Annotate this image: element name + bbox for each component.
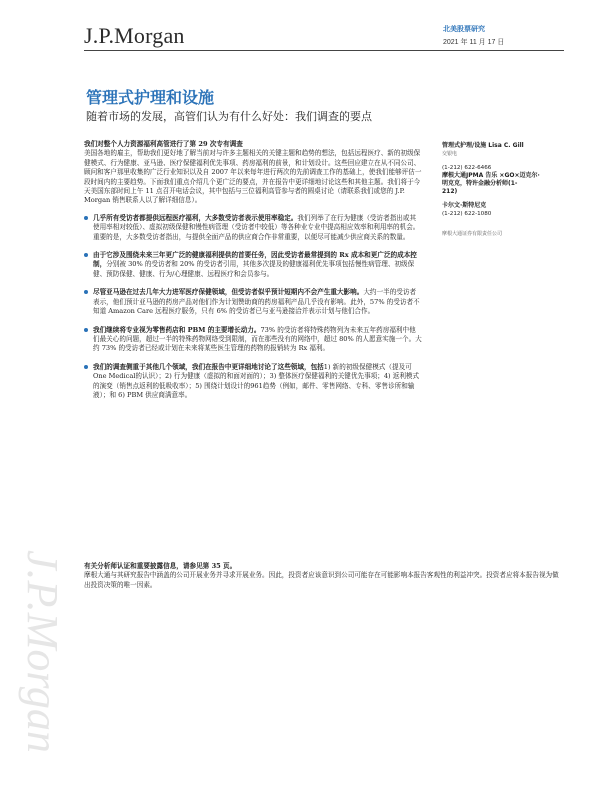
disclosure-section	[84, 562, 564, 590]
research-unit: 北美股票研究	[443, 26, 485, 33]
bullet-dot-icon	[84, 365, 88, 369]
page-subtitle: 随着市场的发展，高管们认为有什么好处：我们调查的要点	[86, 110, 372, 123]
bullet-bold: 我们继续将专业视为零售药店和 PBM 的主要增长动力。	[93, 325, 261, 334]
bullet-list	[84, 214, 422, 401]
bullet-bold: 尽管亚马逊在过去几年大力进军医疗保健领域，但受访者似乎预计短期内不会产生重大影响。	[93, 288, 364, 297]
bullet-text: 分别被 30% 的受访者和 20% 的受访者引用，其他多次提及的健康福利优先事项包括慢性病管理、初级保健、预防保健、健康、行为/心理健康、远程医疗和会员参与。	[93, 260, 415, 278]
bullet-text: 1) 新的初级保健模式（提及可One Medical的认识）；2) 行为健康（虚拟的和面对面的）；3) 整体医疗保健福利的关键优先事项；4) 返利模式的演变（销售点返利的低吸收率）；5) 围绕计划设计的961趋势（例如，邮件、零售网络、专科、零售诊所和输液）；和 6) PBM 供应商满意率。	[93, 362, 420, 399]
bullet-item	[84, 288, 422, 316]
disclosure-heading: 有关分析师认证和重要披露信息，请参见第 35 页。	[84, 562, 237, 570]
analyst-phone: (1-212) 622-1080	[442, 211, 492, 217]
bullet-item	[84, 363, 422, 401]
header-rule	[84, 50, 564, 51]
page-title: 管理式护理和设施	[86, 88, 215, 107]
bullet-item	[84, 326, 422, 354]
analyst-name: 管理式护理/设施 Lisa C. Gill	[442, 142, 524, 149]
bullet-bold: 我们的调查侧重于其他几个领域，我们在报告中更详细地讨论了这些领域，包括	[93, 362, 324, 371]
bullet-dot-icon	[84, 328, 88, 332]
bullet-dot-icon	[84, 216, 88, 220]
bullet-text: 73% 的受访者将特殊药物列为未来五年药房福利中他们最关心的问题，超过一半的特殊药物网络受到限制，而在那些没有的网络中，超过 80% 的人愿意实施一个。大约 73% 的受访者已经或计划在未来将某些医生管理的药物的报销转为 Rx 福利。	[93, 325, 422, 353]
report-date: 2021 年 11 月 17 日	[443, 39, 505, 46]
intro-body: 美国各地的雇主，帮助我们更好地了解当前对与许多主题相关的关键主题和趋势的想法，包括远程医疗、新的初级保健模式、行为健康、亚马逊、医疗保健福利优先事项、药房福利的前景，和计划设计。这些回应建立在从不同公司、顾问和客户那里收集的广泛行业知识以及自 2007 年以来每年进行两次的先前调查工作的基础上，使我们能够评估一段时间内的主要趋势。下面我们重点介绍几个更广泛的要点，并在报告中更详细地讨论这些和其他主题。我们将于今天美国东部时间上午 11 点召开电话会议，其中包括与三位福利高管参与者的圆桌讨论（请联系我们或您的 J.P. Morgan 销售联系人以了解详细信息）。	[84, 149, 422, 205]
bullet-text: 我们列举了在行为健康（受访者指出或其使用率相对较低）、虚拟初级保健和慢性病管理（受访者中较低）等各种业专业中提高相应效率和利用率的机会。重要的是，大多数受访者指出，与提供全面产品的供应商合作非常重要，以便尽可能减少供应商关系的数量。	[93, 213, 420, 241]
main-column	[84, 140, 422, 409]
bullet-dot-icon	[84, 290, 88, 294]
report-meta	[443, 24, 504, 47]
jpmorgan-watermark-icon	[10, 545, 80, 765]
bullet-item	[84, 251, 422, 279]
analyst-sidebar	[442, 142, 567, 238]
bullet-text: 大约一半的受访者表示，他们预计亚马逊的药房产品对他们作为计划赞助商的药房福利产品几乎没有影响。此外，57% 的受访者不知道 Amazon Care 远程医疗服务，只有 6% 的受访者已与亚马逊接洽并表示计划与他们合作。	[93, 288, 420, 316]
bullet-dot-icon	[84, 253, 88, 257]
bullet-item	[84, 214, 422, 242]
intro-heading: 我们对整个人力资源福利高管进行了第 29 次专有调查	[84, 140, 243, 148]
analyst-line: 摩根大通JPMA 告乐 ×GO×迈克尔·	[442, 172, 540, 179]
jpmorgan-logo: J.P.Morgan	[84, 23, 185, 48]
firm-name: 摩根大通证券有限责任公司	[442, 231, 503, 237]
svg-text:J.P.Morgan: J.P.Morgan	[18, 550, 67, 753]
analyst-phone: (1-212) 622-6466	[442, 165, 492, 171]
analyst-line: 212)	[442, 188, 458, 195]
bullet-bold: 几乎所有受访者都提供远程医疗福利，大多数受访者表示使用率稳定。	[93, 213, 298, 222]
analyst-line: 明克克，特许金融分析师(1-	[442, 180, 518, 187]
disclosure-body: 摩根大通与其研究报告中涵盖的公司开展业务并寻求开展业务。因此，投资者应该意识到公司可能存在可能影响本报告客观性的利益冲突。投资者应将本报告视为做出投资决策的唯一因素。	[84, 571, 559, 589]
analyst-label: 交银电	[442, 151, 458, 157]
bullet-bold: 由于它涉及围绕未来三年更广泛的健康福利提供的首要任务，因此受访者最常提到的 Rx 成本和更广泛的成本控制，	[93, 251, 417, 269]
analyst-name: 卡尔文·斯特尼克	[442, 202, 487, 209]
